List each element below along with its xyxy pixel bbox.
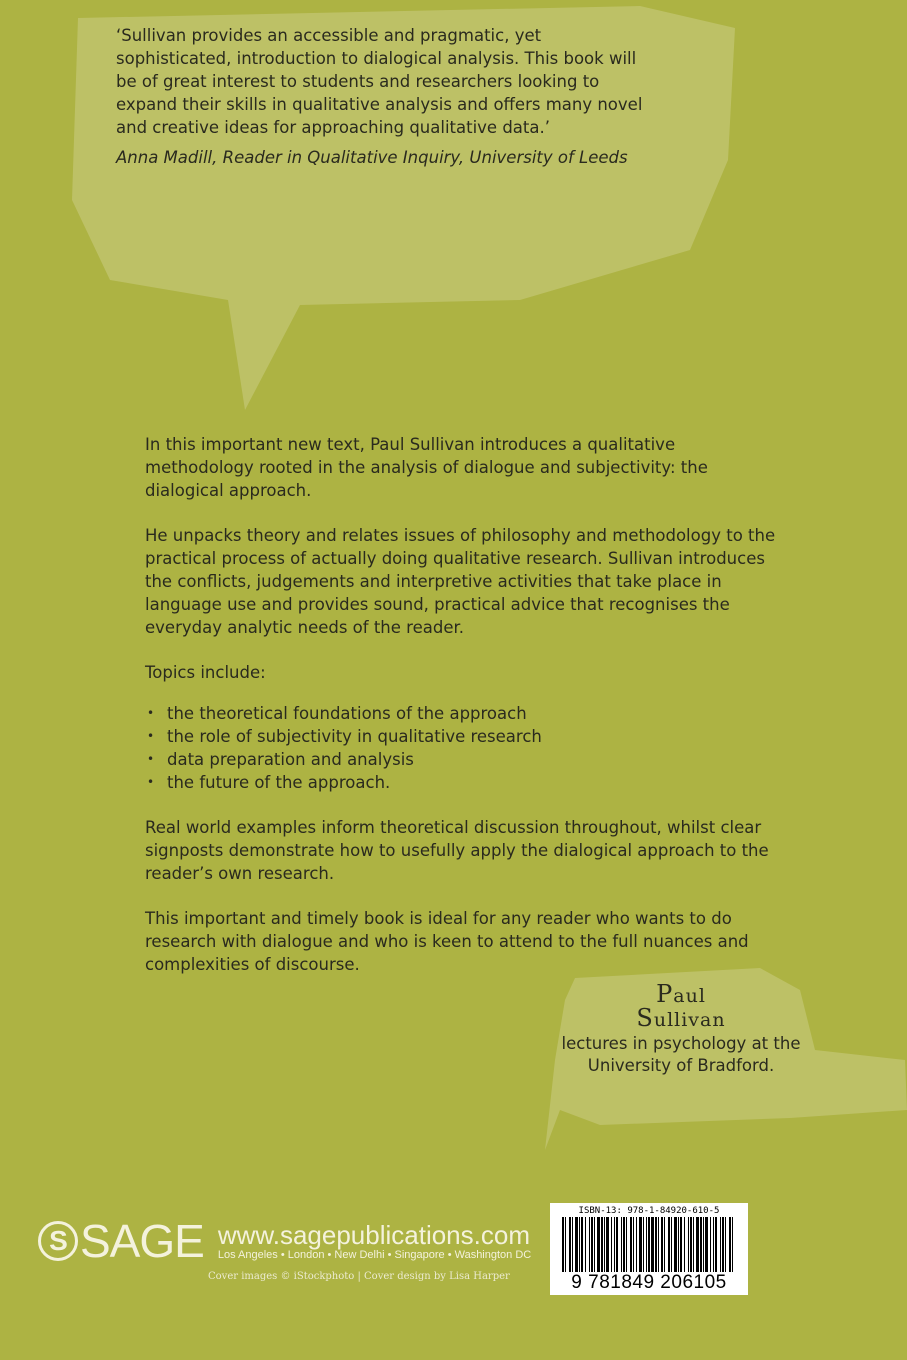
endorsement-quote — [116, 24, 656, 169]
topic-item: • the future of the approach. — [145, 771, 785, 794]
author-name — [556, 980, 806, 1032]
author-bio-line: lectures in psychology at the — [561, 1034, 801, 1053]
author-description — [556, 1033, 806, 1077]
isbn-barcode — [550, 1203, 748, 1295]
publisher-cities: Los Angeles • London • New Delhi • Singapore • Washington DC — [217, 1249, 532, 1261]
topic-item: • data preparation and analysis — [145, 748, 785, 771]
sage-logo-text: SAGE — [80, 1215, 204, 1267]
author-last-rest: ullivan — [653, 1009, 726, 1031]
author-first-initial: P — [656, 980, 674, 1008]
description-paragraph: He unpacks theory and relates issues of philosophy and methodology to the practical process of actually doing qualitative research. Sullivan introduces the conflicts, judgements and interpretive activities that take place in language use and provides sound, practical advice that recognises the everyday analytic needs of the reader. — [145, 526, 776, 637]
barcode-bars — [562, 1217, 736, 1277]
sage-logo — [38, 1214, 204, 1268]
author-bio — [556, 980, 806, 1077]
cover-credits: Cover images © iStockphoto | Cover design by Lisa Harper — [208, 1271, 510, 1282]
topics-list — [145, 702, 785, 794]
publisher-block — [38, 1214, 531, 1268]
quote-text: ‘Sullivan provides an accessible and pragmatic, yet sophisticated, introduction to dialogical analysis. This book will be of great interest to students and researchers looking to expand their skills in qualitative analysis and offers many novel and creative ideas for approaching qualitative data.’ — [116, 26, 643, 137]
topic-item: • the theoretical foundations of the approach — [145, 702, 785, 725]
author-first-rest: aul — [673, 985, 706, 1007]
quote-attribution: Anna Madill, Reader in Qualitative Inquiry, University of Leeds — [116, 148, 628, 167]
author-bio-line: University of Bradford. — [587, 1056, 775, 1075]
author-last-initial: S — [636, 1004, 654, 1032]
isbn-label: ISBN-13: 978-1-84920-610-5 — [578, 1206, 720, 1216]
topics-heading: Topics include: — [145, 663, 266, 682]
topic-item: • the role of subjectivity in qualitative research — [145, 725, 785, 748]
barcode-digits: 9 781849 206105 — [550, 1272, 748, 1294]
book-description — [145, 433, 785, 998]
description-paragraph: In this important new text, Paul Sullivan introduces a qualitative methodology rooted in the analysis of dialogue and subjectivity: the dialogical approach. — [145, 435, 708, 500]
description-paragraph: Real world examples inform theoretical discussion throughout, whilst clear signposts demonstrate how to usefully apply the dialogical approach to the reader’s own research. — [145, 818, 769, 883]
publisher-url[interactable]: www.sagepublications.com — [217, 1220, 530, 1250]
sage-s-icon: S — [38, 1221, 78, 1261]
description-paragraph: This important and timely book is ideal for any reader who wants to do research with dialogue and who is keen to attend to the full nuances and complexities of discourse. — [145, 909, 749, 974]
